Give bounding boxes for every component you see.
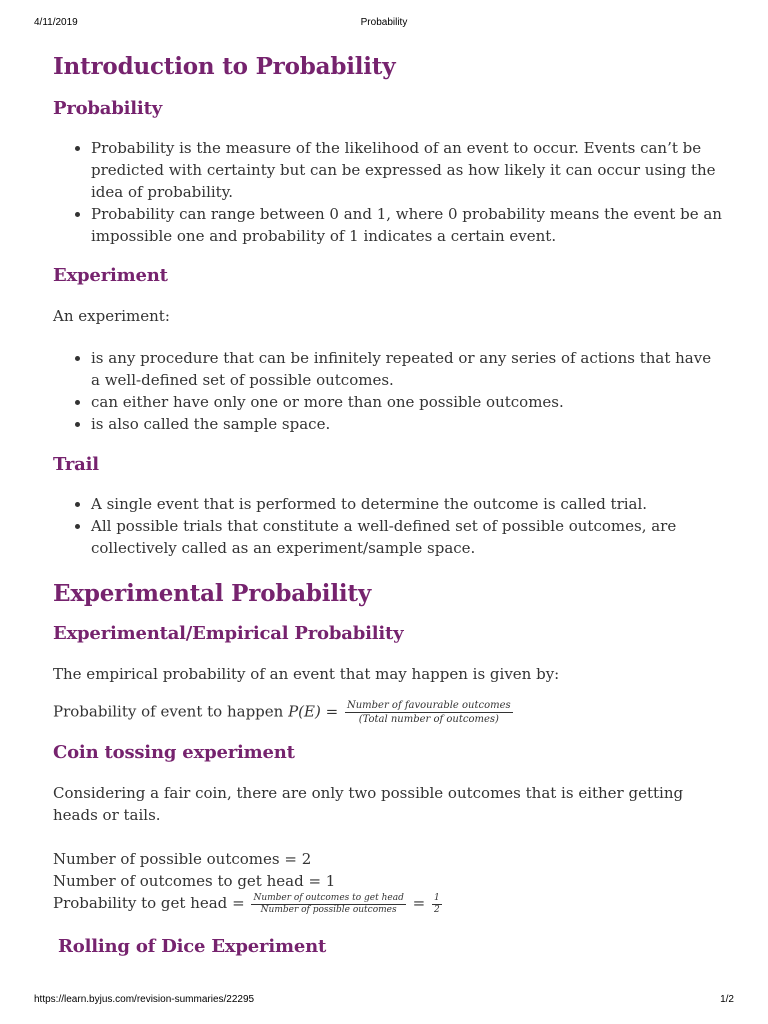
page-title: Introduction to Probability: [53, 53, 396, 80]
print-footer: [0, 994, 768, 1008]
list-item: • Probability can range between 0 and 1, where 0 probability means the event be an impossible one and probability of 1 indicates a certain event.: [91, 203, 723, 247]
section-heading-trail: Trail: [53, 454, 99, 475]
list-item: • A single event that is performed to determine the outcome is called trial.: [91, 493, 723, 515]
list-item: • can either have only one or more than one possible outcomes.: [91, 391, 723, 413]
coin-intro: Considering a fair coin, there are only two possible outcomes that is either getting heads or tails.: [53, 784, 684, 824]
trail-list: [53, 493, 723, 559]
empirical-formula: [53, 699, 723, 726]
equals-sign: =: [232, 894, 245, 912]
probability-list: [53, 137, 723, 247]
coin-fraction-denominator: Number of possible outcomes: [260, 904, 397, 915]
section-heading-dice: Rolling of Dice Experiment: [58, 935, 327, 957]
print-header: [0, 17, 768, 31]
document-body: [53, 50, 723, 960]
section-heading-coin: Coin tossing experiment: [53, 742, 295, 763]
list-item: • is also called the sample space.: [91, 413, 723, 435]
experiment-intro: An experiment:: [53, 307, 170, 325]
print-title: Probability: [360, 17, 408, 28]
formula-denominator: (Total number of outcomes): [358, 714, 499, 725]
page-number: 1/2: [720, 994, 734, 1005]
section-title-experimental-probability: Experimental Probability: [53, 580, 371, 607]
section-heading-experiment: Experiment: [53, 265, 168, 286]
formula-lhs: P(E) =: [288, 702, 339, 721]
coin-fraction-numerator: Number of outcomes to get head: [253, 892, 404, 903]
coin-result-denominator: 2: [434, 904, 440, 915]
coin-line-head: Number of outcomes to get head = 1: [53, 872, 336, 890]
coin-fraction: [251, 893, 405, 916]
formula-label: Probability of event to happen: [53, 702, 284, 721]
page-url[interactable]: https://learn.byjus.com/revision-summaries/22295: [34, 994, 255, 1005]
empirical-intro: The empirical probability of an event that may happen is given by:: [53, 665, 560, 683]
coin-result-numerator: 1: [434, 892, 440, 903]
formula-numerator: Number of favourable outcomes: [346, 700, 511, 711]
coin-formula-label: Probability to get head: [53, 894, 228, 912]
list-item: • Probability is the measure of the likelihood of an event to occur. Events can’t be predicted with certainty but can be expressed as how likely it can occur using the idea of probability.: [91, 137, 723, 203]
experiment-list: [53, 347, 723, 435]
coin-probability-formula: [53, 892, 723, 916]
section-heading-empirical: Experimental/Empirical Probability: [53, 623, 404, 644]
list-item: • is any procedure that can be infinitely repeated or any series of actions that have a well-defined set of possible outcomes.: [91, 347, 723, 391]
print-date: 4/11/2019: [34, 17, 78, 28]
coin-line-outcomes: Number of possible outcomes = 2: [53, 850, 312, 868]
section-heading-probability: Probability: [53, 98, 162, 119]
list-item: • All possible trials that constitute a well-defined set of possible outcomes, are collectively called as an experiment/sample space.: [91, 515, 723, 559]
equals-sign: =: [412, 894, 426, 912]
coin-result-fraction: [432, 893, 442, 916]
formula-fraction: [345, 699, 513, 726]
